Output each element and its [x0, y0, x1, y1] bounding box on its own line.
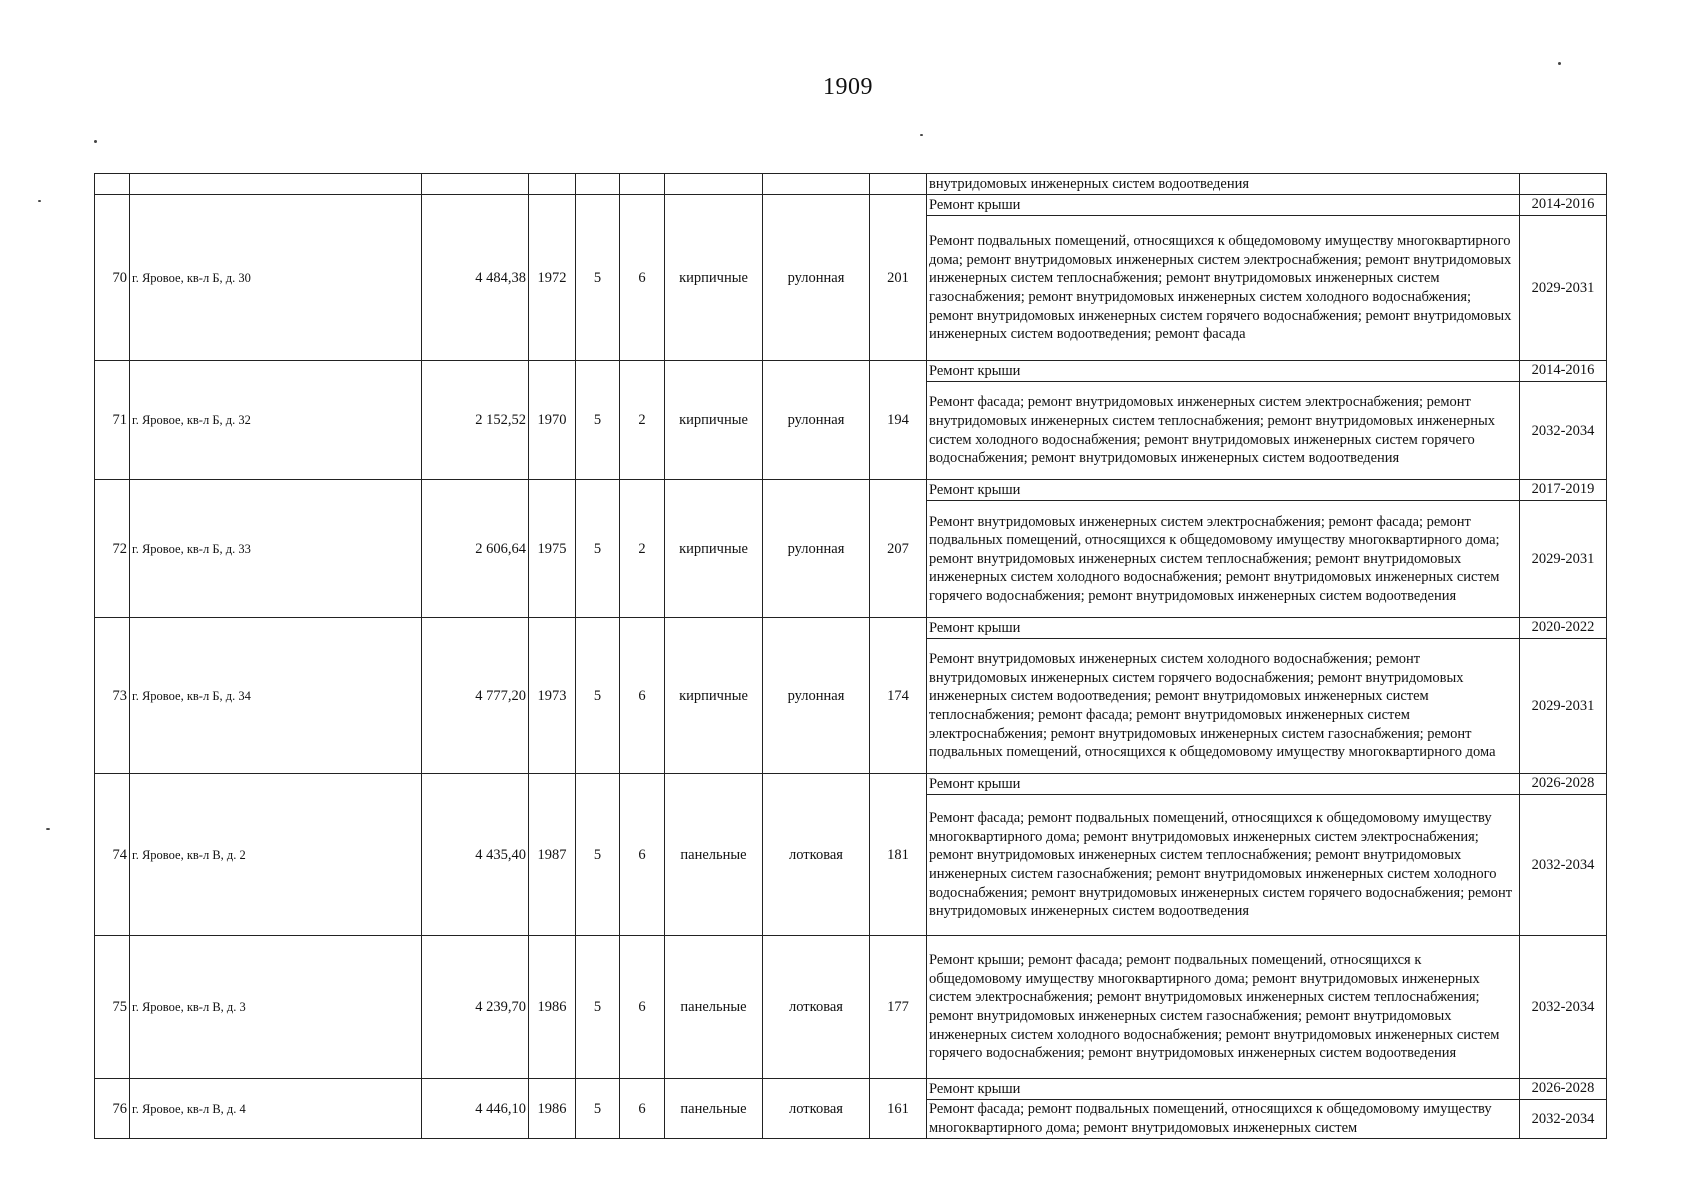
row-number — [95, 174, 130, 195]
area-cell — [422, 174, 529, 195]
repair-period-cell: 2032-2034 — [1520, 936, 1607, 1079]
walls-cell — [665, 174, 763, 195]
table-row — [95, 361, 1607, 382]
table-row — [95, 618, 1607, 639]
entrances-cell: 6 — [620, 618, 665, 774]
row-number: 76 — [95, 1079, 130, 1139]
floors-cell: 5 — [576, 618, 620, 774]
row-number: 71 — [95, 361, 130, 480]
area-cell: 4 239,70 — [422, 936, 529, 1079]
repair-period-cell: 2026-2028 — [1520, 774, 1607, 795]
repair-period-cell: 2032-2034 — [1520, 1100, 1607, 1139]
repair-works-cell: Ремонт крыши — [927, 361, 1520, 382]
year-cell — [529, 174, 576, 195]
year-cell: 1972 — [529, 195, 576, 361]
repair-period-cell: 2029-2031 — [1520, 639, 1607, 774]
residents-cell: 207 — [870, 480, 927, 618]
repair-works-cell: Ремонт подвальных помещений, относящихся к общедомовому имуществу многоквартирного дома; ремонт внутридомовых инженерных систем электроснабжения; ремонт внутридомовых инженерных систем теплоснабжения; ремонт внутридомовых инженерных систем газоснабжения; ремонт внутридомовых инженерных систем холодного водоснабжения; ремонт внутридомовых инженерных систем горячего водоснабжения; ремонт внутридомовых инженерных систем водоотведения; ремонт фасада — [927, 216, 1520, 361]
floors-cell — [576, 174, 620, 195]
address-cell: г. Яровое, кв-л Б, д. 33 — [130, 480, 422, 618]
area-cell: 2 152,52 — [422, 361, 529, 480]
year-cell: 1973 — [529, 618, 576, 774]
floors-cell: 5 — [576, 361, 620, 480]
area-cell: 4 435,40 — [422, 774, 529, 936]
capital-repair-table — [94, 173, 1607, 1139]
walls-cell: кирпичные — [665, 480, 763, 618]
walls-cell: панельные — [665, 936, 763, 1079]
residents-cell: 194 — [870, 361, 927, 480]
address-cell: г. Яровое, кв-л Б, д. 30 — [130, 195, 422, 361]
repair-period-cell — [1520, 174, 1607, 195]
address-cell: г. Яровое, кв-л Б, д. 34 — [130, 618, 422, 774]
residents-cell: 161 — [870, 1079, 927, 1139]
year-cell: 1970 — [529, 361, 576, 480]
row-number: 72 — [95, 480, 130, 618]
repair-works-cell: Ремонт крыши; ремонт фасада; ремонт подвальных помещений, относящихся к общедомовому имуществу многоквартирного дома; ремонт внутридомовых инженерных систем электроснабжения; ремонт внутридомовых инженерных систем теплоснабжения; ремонт внутридомовых инженерных систем газоснабжения; ремонт внутридомовых инженерных систем холодного водоснабжения; ремонт внутридомовых инженерных систем горячего водоснабжения; ремонт внутридомовых инженерных систем водоотведения — [927, 936, 1520, 1079]
repair-period-cell: 2020-2022 — [1520, 618, 1607, 639]
repair-works-cell: Ремонт фасада; ремонт внутридомовых инженерных систем электроснабжения; ремонт внутридомовых инженерных систем теплоснабжения; ремонт внутридомовых инженерных систем холодного водоснабжения; ремонт внутридомовых инженерных систем горячего водоснабжения; ремонт внутридомовых инженерных систем водоотведения — [927, 382, 1520, 480]
address-cell: г. Яровое, кв-л В, д. 3 — [130, 936, 422, 1079]
entrances-cell: 2 — [620, 480, 665, 618]
repair-works-cell: Ремонт крыши — [927, 195, 1520, 216]
roof-cell — [763, 174, 870, 195]
repair-period-cell: 2029-2031 — [1520, 216, 1607, 361]
walls-cell: кирпичные — [665, 361, 763, 480]
repair-works-cell: Ремонт крыши — [927, 618, 1520, 639]
floors-cell: 5 — [576, 480, 620, 618]
entrances-cell: 2 — [620, 361, 665, 480]
roof-cell: лотковая — [763, 774, 870, 936]
address-cell: г. Яровое, кв-л Б, д. 32 — [130, 361, 422, 480]
floors-cell: 5 — [576, 1079, 620, 1139]
scan-speck — [1558, 62, 1561, 65]
repair-period-cell: 2032-2034 — [1520, 795, 1607, 936]
repair-works-cell: Ремонт внутридомовых инженерных систем электроснабжения; ремонт фасада; ремонт подвальных помещений, относящихся к общедомовому имуществу многоквартирного дома; ремонт внутридомовых инженерных систем теплоснабжения; ремонт внутридомовых инженерных систем холодного водоснабжения; ремонт внутридомовых инженерных систем горячего водоснабжения; ремонт внутридомовых инженерных систем водоотведения — [927, 501, 1520, 618]
repair-works-cell: Ремонт крыши — [927, 774, 1520, 795]
roof-cell: рулонная — [763, 618, 870, 774]
area-cell: 4 484,38 — [422, 195, 529, 361]
repair-period-cell: 2032-2034 — [1520, 382, 1607, 480]
scan-speck — [46, 828, 50, 830]
year-cell: 1986 — [529, 1079, 576, 1139]
scan-speck — [94, 140, 97, 143]
walls-cell: кирпичные — [665, 195, 763, 361]
repair-works-cell: Ремонт внутридомовых инженерных систем холодного водоснабжения; ремонт внутридомовых инженерных систем горячего водоснабжения; ремонт внутридомовых инженерных систем водоотведения; ремонт внутридомовых инженерных систем теплоснабжения; ремонт фасада; ремонт внутридомовых инженерных систем электроснабжения; ремонт внутридомовых инженерных систем газоснабжения; ремонт подвальных помещений, относящихся к общедомовому имуществу многоквартирного дома — [927, 639, 1520, 774]
repair-works-cell: внутридомовых инженерных систем водоотведения — [927, 174, 1520, 195]
entrances-cell: 6 — [620, 1079, 665, 1139]
address-cell: г. Яровое, кв-л В, д. 4 — [130, 1079, 422, 1139]
address-cell: г. Яровое, кв-л В, д. 2 — [130, 774, 422, 936]
table-row — [95, 936, 1607, 1079]
page-number: 1909 — [823, 74, 873, 100]
walls-cell: панельные — [665, 774, 763, 936]
table-row — [95, 1079, 1607, 1100]
floors-cell: 5 — [576, 936, 620, 1079]
address-cell — [130, 174, 422, 195]
roof-cell: рулонная — [763, 195, 870, 361]
repair-works-cell: Ремонт фасада; ремонт подвальных помещений, относящихся к общедомовому имуществу многоквартирного дома; ремонт внутридомовых инженерных систем электроснабжения; ремонт внутридомовых инженерных систем теплоснабжения; ремонт внутридомовых инженерных систем газоснабжения; ремонт внутридомовых инженерных систем холодного водоснабжения; ремонт внутридомовых инженерных систем горячего водоснабжения; ремонт внутридомовых инженерных систем водоотведения — [927, 795, 1520, 936]
area-cell: 4 446,10 — [422, 1079, 529, 1139]
repair-works-cell: Ремонт фасада; ремонт подвальных помещений, относящихся к общедомовому имуществу многоквартирного дома; ремонт внутридомовых инженерных систем — [927, 1100, 1520, 1139]
scan-speck — [38, 200, 41, 202]
entrances-cell: 6 — [620, 936, 665, 1079]
floors-cell: 5 — [576, 774, 620, 936]
entrances-cell — [620, 174, 665, 195]
row-number: 70 — [95, 195, 130, 361]
residents-cell: 201 — [870, 195, 927, 361]
table-row — [95, 174, 1607, 195]
table-row — [95, 195, 1607, 216]
year-cell: 1986 — [529, 936, 576, 1079]
row-number: 73 — [95, 618, 130, 774]
roof-cell: рулонная — [763, 361, 870, 480]
repair-works-cell: Ремонт крыши — [927, 1079, 1520, 1100]
entrances-cell: 6 — [620, 774, 665, 936]
repair-period-cell: 2029-2031 — [1520, 501, 1607, 618]
year-cell: 1987 — [529, 774, 576, 936]
year-cell: 1975 — [529, 480, 576, 618]
scan-speck — [920, 134, 923, 136]
walls-cell: кирпичные — [665, 618, 763, 774]
repair-period-cell: 2014-2016 — [1520, 361, 1607, 382]
walls-cell: панельные — [665, 1079, 763, 1139]
roof-cell: рулонная — [763, 480, 870, 618]
floors-cell: 5 — [576, 195, 620, 361]
area-cell: 4 777,20 — [422, 618, 529, 774]
roof-cell: лотковая — [763, 1079, 870, 1139]
area-cell: 2 606,64 — [422, 480, 529, 618]
residents-cell: 174 — [870, 618, 927, 774]
entrances-cell: 6 — [620, 195, 665, 361]
repair-period-cell: 2026-2028 — [1520, 1079, 1607, 1100]
residents-cell: 181 — [870, 774, 927, 936]
residents-cell: 177 — [870, 936, 927, 1079]
table-row — [95, 774, 1607, 795]
repair-period-cell: 2014-2016 — [1520, 195, 1607, 216]
row-number: 74 — [95, 774, 130, 936]
row-number: 75 — [95, 936, 130, 1079]
repair-works-cell: Ремонт крыши — [927, 480, 1520, 501]
roof-cell: лотковая — [763, 936, 870, 1079]
table-row — [95, 480, 1607, 501]
residents-cell — [870, 174, 927, 195]
repair-period-cell: 2017-2019 — [1520, 480, 1607, 501]
